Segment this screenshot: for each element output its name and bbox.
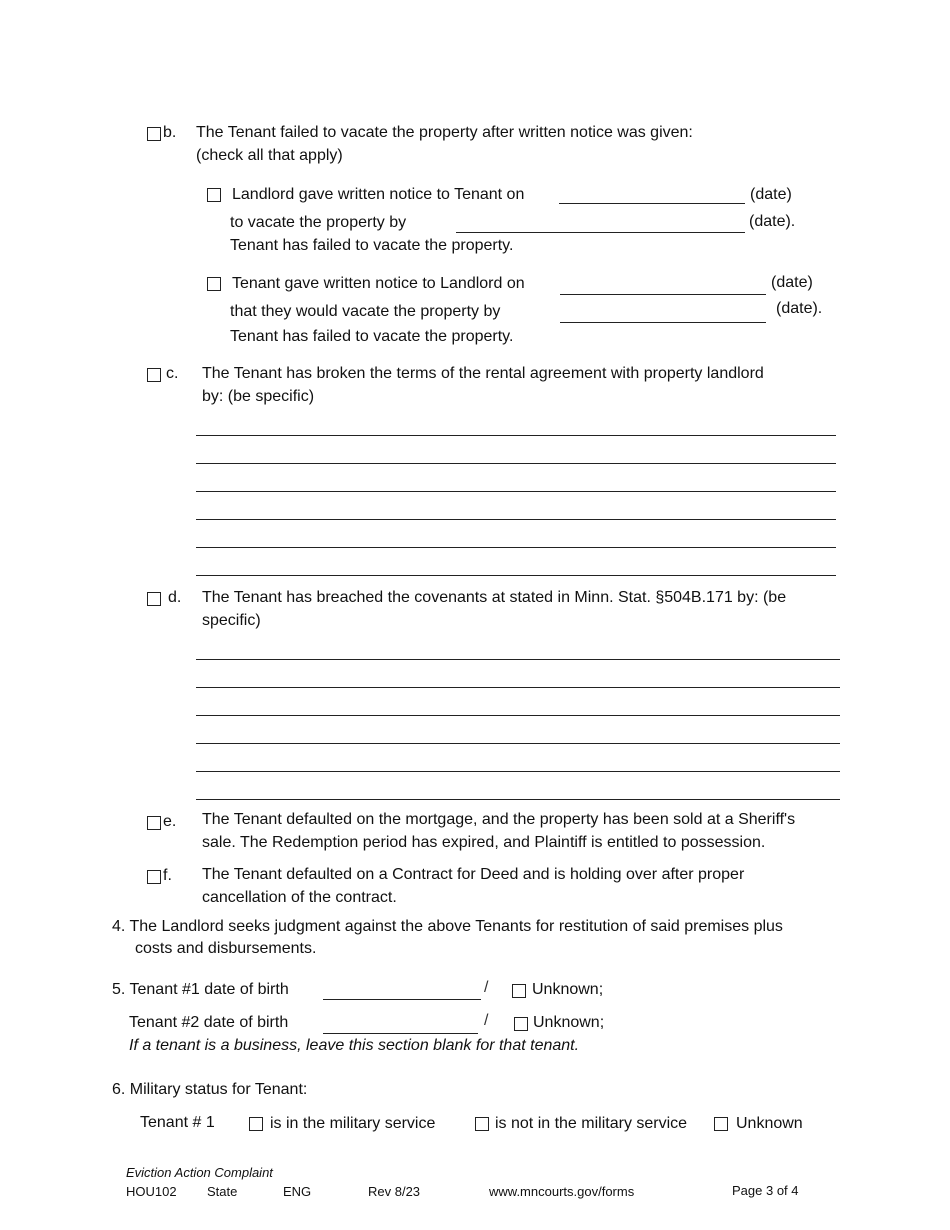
- landlord-notice-date-label: (date): [750, 186, 792, 203]
- checkbox-d[interactable]: [147, 592, 161, 606]
- item-d-answer-line[interactable]: [196, 659, 840, 660]
- item-c-text-line2: by: (be specific): [202, 388, 315, 405]
- checkbox-e[interactable]: [147, 816, 161, 830]
- tenant-notice-date-label: (date): [771, 274, 813, 291]
- landlord-notice-line3: Tenant has failed to vacate the property.: [230, 237, 514, 254]
- checkbox-f[interactable]: [147, 870, 161, 884]
- military-in-service-label: is in the military service: [270, 1115, 436, 1132]
- item-c-answer-line[interactable]: [196, 435, 836, 436]
- checkbox-military-in-service[interactable]: [249, 1117, 263, 1131]
- item-f-text-line1: The Tenant defaulted on a Contract for Deed and is holding over after proper: [202, 866, 745, 883]
- tenant2-dob-unknown-label: Unknown;: [533, 1014, 605, 1031]
- item-b-text-line1: The Tenant failed to vacate the property after written notice was given:: [196, 124, 693, 141]
- checkbox-tenant-notice[interactable]: [207, 277, 221, 291]
- military-tenant-label: Tenant # 1: [140, 1114, 215, 1131]
- checkbox-military-not-in-service[interactable]: [475, 1117, 489, 1131]
- item-e-text-line2: sale. The Redemption period has expired, and Plaintiff is entitled to possession.: [202, 834, 766, 851]
- item-c-answer-line[interactable]: [196, 547, 836, 548]
- item-d-answer-line[interactable]: [196, 743, 840, 744]
- landlord-notice-line1: Landlord gave written notice to Tenant on: [232, 186, 525, 203]
- footer-page-number: Page 3 of 4: [732, 1183, 799, 1198]
- tenant2-dob-label: Tenant #2 date of birth: [129, 1014, 289, 1031]
- item-b-text-line2: (check all that apply): [196, 147, 343, 164]
- item-d-text-line2: specific): [202, 612, 261, 629]
- military-status-heading: 6. Military status for Tenant:: [112, 1081, 308, 1098]
- tenant-vacate-date-label: (date).: [776, 300, 823, 317]
- item-c-answer-line[interactable]: [196, 575, 836, 576]
- tenant-notice-line2: that they would vacate the property by: [230, 303, 501, 320]
- footer-jurisdiction: State: [207, 1184, 238, 1199]
- tenant1-dob-unknown-label: Unknown;: [532, 981, 604, 998]
- footer-url[interactable]: www.mncourts.gov/forms: [489, 1184, 635, 1199]
- checkbox-tenant2-dob-unknown[interactable]: [514, 1017, 528, 1031]
- item-c-letter: c.: [166, 365, 179, 382]
- item-d-letter: d.: [168, 589, 182, 606]
- item-4-line1: 4. The Landlord seeks judgment against the above Tenants for restitution of said premises plus: [112, 918, 783, 935]
- landlord-vacate-date-label: (date).: [749, 213, 796, 230]
- footer-title: Eviction Action Complaint: [126, 1165, 273, 1180]
- item-d-answer-line[interactable]: [196, 799, 840, 800]
- tenant-notice-line1: Tenant gave written notice to Landlord on: [232, 275, 525, 292]
- checkbox-military-unknown[interactable]: [714, 1117, 728, 1131]
- footer-language: ENG: [283, 1184, 312, 1199]
- item-f-letter: f.: [163, 867, 172, 884]
- item-d-answer-line[interactable]: [196, 771, 840, 772]
- tenant2-dob-field[interactable]: [323, 1033, 478, 1034]
- item-c-answer-line[interactable]: [196, 519, 836, 520]
- military-unknown-label: Unknown: [736, 1115, 803, 1132]
- item-c-answer-line[interactable]: [196, 463, 836, 464]
- landlord-notice-line2: to vacate the property by: [230, 214, 407, 231]
- checkbox-c[interactable]: [147, 368, 161, 382]
- item-e-text-line1: The Tenant defaulted on the mortgage, and the property has been sold at a Sheriff's: [202, 811, 796, 828]
- tenant1-dob-label: 5. Tenant #1 date of birth: [112, 981, 289, 998]
- checkbox-tenant1-dob-unknown[interactable]: [512, 984, 526, 998]
- tenant2-dob-slash: /: [484, 1012, 489, 1029]
- item-d-text-line1: The Tenant has breached the covenants at stated in Minn. Stat. §504B.171 by: (be: [202, 589, 787, 606]
- item-c-text-line1: The Tenant has broken the terms of the rental agreement with property landlord: [202, 365, 764, 382]
- footer-form-code: HOU102: [126, 1184, 177, 1199]
- landlord-vacate-date-field[interactable]: [456, 232, 745, 233]
- checkbox-b[interactable]: [147, 127, 161, 141]
- item-d-answer-line[interactable]: [196, 687, 840, 688]
- tenant-notice-line3: Tenant has failed to vacate the property.: [230, 328, 514, 345]
- tenant-notice-date-field[interactable]: [560, 294, 766, 295]
- tenant1-dob-slash: /: [484, 979, 489, 996]
- business-tenant-note: If a tenant is a business, leave this section blank for that tenant.: [129, 1037, 580, 1054]
- item-e-letter: e.: [163, 813, 177, 830]
- checkbox-landlord-notice[interactable]: [207, 188, 221, 202]
- tenant1-dob-field[interactable]: [323, 999, 481, 1000]
- footer-revision: Rev 8/23: [368, 1184, 421, 1199]
- item-d-answer-line[interactable]: [196, 715, 840, 716]
- landlord-notice-date-field[interactable]: [559, 203, 745, 204]
- item-4-line2: costs and disbursements.: [135, 940, 317, 957]
- item-b-letter: b.: [163, 124, 177, 141]
- tenant-vacate-date-field[interactable]: [560, 322, 766, 323]
- item-f-text-line2: cancellation of the contract.: [202, 889, 397, 906]
- item-c-answer-line[interactable]: [196, 491, 836, 492]
- military-not-in-service-label: is not in the military service: [495, 1115, 688, 1132]
